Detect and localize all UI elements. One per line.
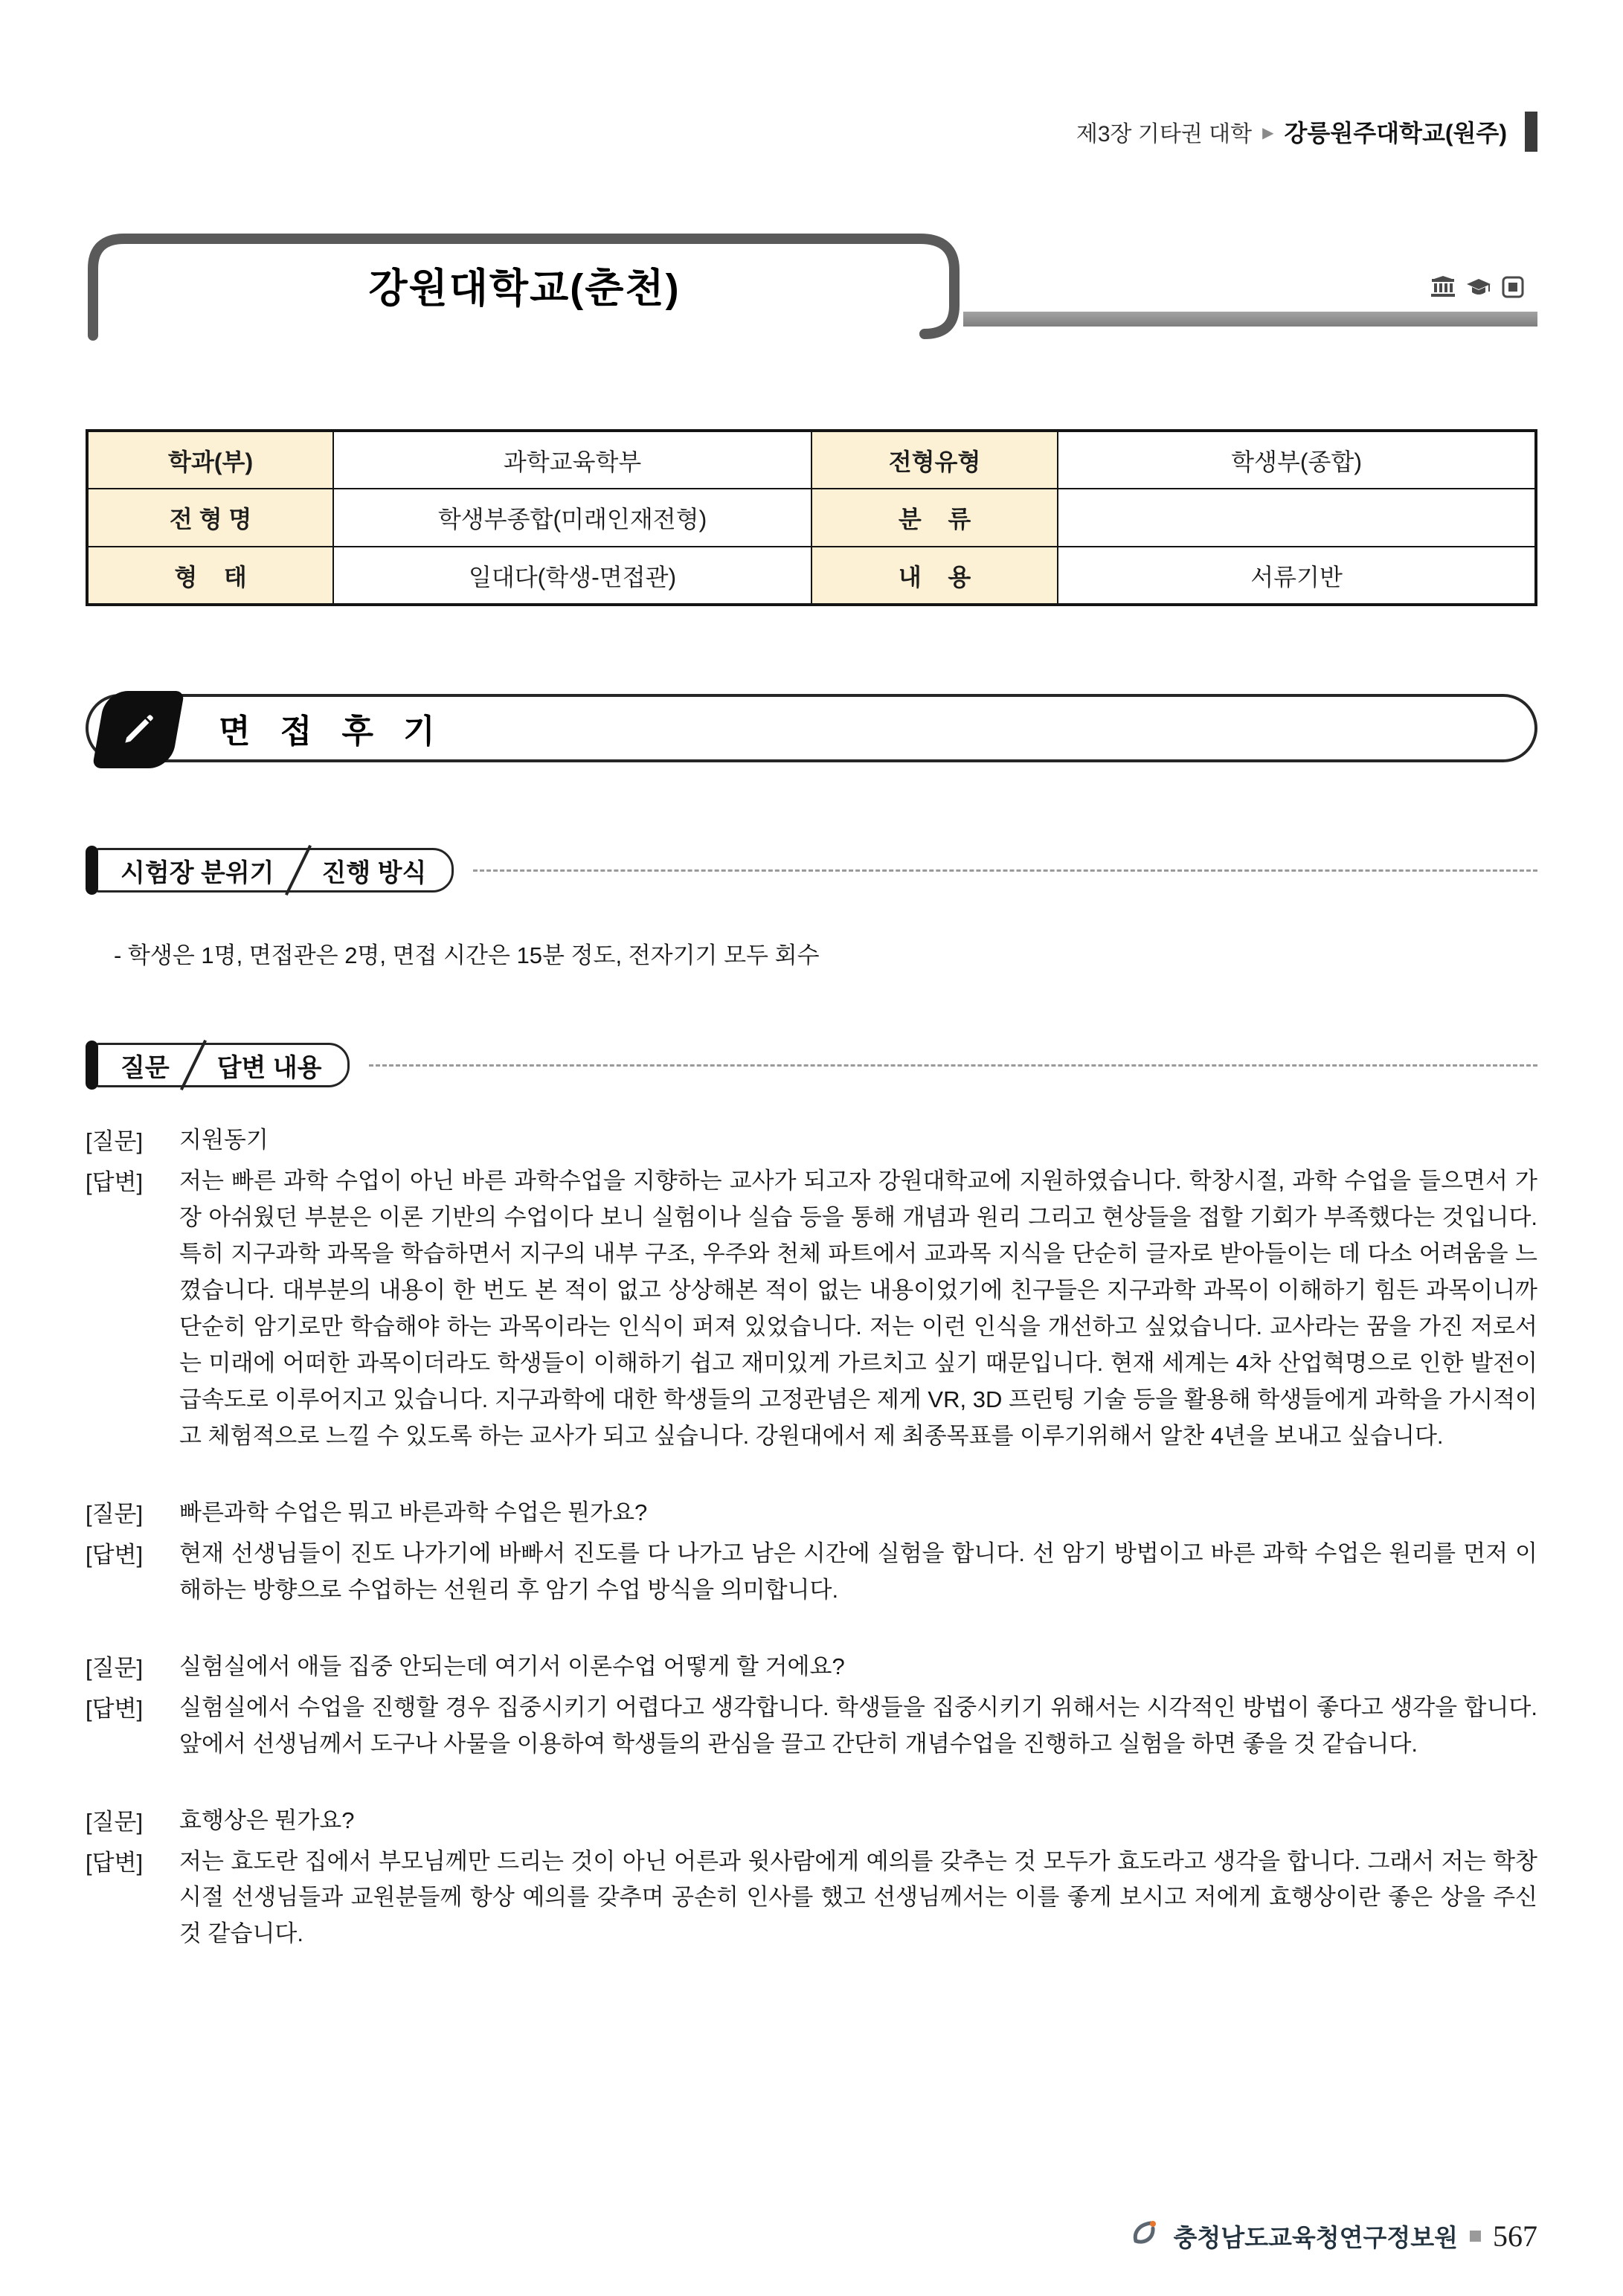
interview-review-section-header bbox=[86, 694, 1537, 762]
qa-list bbox=[86, 1122, 1537, 1952]
org-logo bbox=[1128, 2218, 1161, 2254]
page-title: 강원대학교(춘천) bbox=[368, 266, 681, 311]
subsection-qa bbox=[86, 1041, 1537, 1090]
subsection-label: 시험장 분위기 bbox=[120, 858, 274, 887]
answer-label: [답변] bbox=[86, 1695, 144, 1722]
subsection-labels bbox=[93, 848, 454, 893]
answer-label: [답변] bbox=[86, 1849, 144, 1876]
section-marker-bar bbox=[86, 846, 98, 895]
page-number: 567 bbox=[1493, 2219, 1537, 2253]
pencil-icon bbox=[120, 712, 156, 747]
page-footer bbox=[1128, 2218, 1537, 2254]
slash-divider bbox=[180, 1040, 207, 1090]
table-row bbox=[87, 547, 1536, 605]
question-row bbox=[86, 1122, 1537, 1159]
slash-divider bbox=[284, 845, 311, 895]
question-text: 실험실에서 애들 집중 안되는데 여기서 이론수업 어떻게 할 거에요? bbox=[179, 1653, 845, 1679]
question-row bbox=[86, 1803, 1537, 1839]
footer-square-bullet bbox=[1470, 2231, 1481, 2242]
answer-label: [답변] bbox=[86, 1168, 144, 1195]
table-header-cell: 분 류 bbox=[812, 489, 1058, 547]
table-header-cell: 학과(부) bbox=[87, 431, 333, 489]
table-value-cell: 일대다(학생-면접관) bbox=[333, 547, 812, 605]
table-row bbox=[87, 431, 1536, 489]
answer-row bbox=[86, 1163, 1537, 1455]
dashed-rule bbox=[369, 1064, 1537, 1067]
chapter-label: 제3장 기타권 대학 bbox=[1076, 122, 1253, 147]
table-header-cell: 내 용 bbox=[812, 547, 1058, 605]
qa-pair bbox=[86, 1649, 1537, 1763]
table-value-cell: 서류기반 bbox=[1058, 547, 1536, 605]
answer-label: [답변] bbox=[86, 1541, 144, 1568]
banner-gray-bar bbox=[963, 312, 1537, 327]
running-header bbox=[86, 112, 1537, 152]
edge-bar bbox=[1525, 112, 1537, 152]
question-row bbox=[86, 1495, 1537, 1531]
answer-text: 실험실에서 수업을 진행할 경우 집중시키기 어렵다고 생각합니다. 학생들을 집중시키기 위해서는 시각적인 방법이 좋다고 생각을 합니다. 앞에서 선생님께서 도구나 사물을 이용하여 학생들의 관심을 끌고 간단히 개념수업을 진행하고 실험을 하면 좋을 것 같습니다. bbox=[179, 1694, 1537, 1757]
question-label: [질문] bbox=[86, 1654, 144, 1681]
answer-row bbox=[86, 1844, 1537, 1953]
subsection-labels bbox=[93, 1043, 350, 1087]
answer-row bbox=[86, 1690, 1537, 1763]
section-title: 면 접 후 기 bbox=[219, 713, 446, 750]
qa-pair bbox=[86, 1803, 1537, 1953]
subsection-label: 진행 방식 bbox=[321, 858, 427, 887]
question-text: 효행상은 뭔가요? bbox=[179, 1807, 355, 1833]
answer-text: 저는 빠른 과학 수업이 아닌 바른 과학수업을 지향하는 교사가 되고자 강원대학교에 지원하였습니다. 학창시절, 과학 수업을 들으면서 가장 아쉬웠던 부분은 이론 기반의 수업이다 보니 실험이나 실습 등을 통해 개념과 원리 그리고 현상들을 접할 기회가 부족했다는 것입니다. 특히 지구과학 과목을 학습하면서 지구의 내부 구조, 우주와 천체 파트에서 교과목 지식을 단순히 글자로 받아들이는 데 다소 어려움을 느꼈습니다. 대부분의 내용이 한 번도 본 적이 없고 상상해본 적이 없는 내용이었기에 친구들은 지구과학 과목이 이해하기 힘든 과목이니까 단순히 암기로만 학습해야 하는 과목이라는 인식이 퍼져 있었습니다. 저는 이런 인식을 개선하고 싶었습니다. 교사라는 꿈을 가진 저로서는 미래에 어떠한 과목이더라도 학생들이 이해하기 쉽고 재미있게 가르치고 싶기 때문입니다. 현재 세계는 4차 산업혁명으로 인한 발전이 급속도로 이루어지고 있습니다. 지구과학에 대한 학생들의 고정관념은 제게 VR, 3D 프린팅 기술 등을 활용해 학생들에게 과학을 가시적이고 체험적으로 느낄 수 있도록 하는 교사가 되고 싶습니다. 강원대에서 제 최종목표를 이루기위해서 알찬 4년을 보내고 싶습니다. bbox=[179, 1167, 1537, 1449]
table-header-cell: 전 형 명 bbox=[87, 489, 333, 547]
subsection-label: 질문 bbox=[120, 1053, 170, 1082]
question-label: [질문] bbox=[86, 1808, 144, 1835]
table-header-cell: 전형유형 bbox=[812, 431, 1058, 489]
subsection-label: 답변 내용 bbox=[216, 1053, 322, 1082]
question-row bbox=[86, 1649, 1537, 1685]
qa-pair bbox=[86, 1495, 1537, 1609]
question-label: [질문] bbox=[86, 1128, 144, 1154]
arrow-icon: ▶ bbox=[1262, 124, 1274, 141]
answer-text: 현재 선생님들이 진도 나가기에 바빠서 진도를 다 나가고 남은 시간에 실험을 합니다. 선 암기 방법이고 바른 과학 수업은 원리를 먼저 이해하는 방향으로 수업하는 선원리 후 암기 수업 방식을 의미합니다. bbox=[179, 1540, 1537, 1603]
dashed-rule bbox=[473, 869, 1537, 872]
table-value-cell: 학생부(종합) bbox=[1058, 431, 1536, 489]
title-banner bbox=[86, 230, 1537, 349]
question-label: [질문] bbox=[86, 1500, 144, 1527]
school-label: 강릉원주대학교(원주) bbox=[1284, 120, 1507, 147]
atmosphere-note: - 학생은 1명, 면접관은 2명, 면접 시간은 15분 정도, 전자기기 모두 회수 bbox=[114, 942, 820, 968]
table-row bbox=[87, 489, 1536, 547]
badge-icon bbox=[1502, 276, 1524, 298]
admission-info-table bbox=[86, 429, 1537, 606]
pencil-badge bbox=[92, 691, 184, 768]
question-text: 빠른과학 수업은 뭐고 바른과학 수업은 뭔가요? bbox=[179, 1499, 648, 1525]
table-header-cell: 형 태 bbox=[87, 547, 333, 605]
qa-pair bbox=[86, 1122, 1537, 1455]
grad-cap-icon bbox=[1466, 276, 1491, 298]
section-marker-bar bbox=[86, 1041, 98, 1090]
banner-icons bbox=[1430, 276, 1524, 298]
table-value-cell bbox=[1058, 489, 1536, 547]
building-icon bbox=[1430, 276, 1456, 298]
question-text: 지원동기 bbox=[179, 1127, 269, 1153]
answer-text: 저는 효도란 집에서 부모님께만 드리는 것이 아닌 어른과 윗사람에게 예의를 갖추는 것 모두가 효도라고 생각을 합니다. 그래서 저는 학창시절 선생님들과 교원분들께 항상 예의를 갖추며 공손히 인사를 했고 선생님께서는 이를 좋게 보시고 저에게 효행상이란 좋은 상을 주신 것 같습니다. bbox=[179, 1848, 1537, 1947]
organization-name: 충청남도교육청연구정보원 bbox=[1173, 2224, 1458, 2251]
answer-row bbox=[86, 1536, 1537, 1609]
table-value-cell: 과학교육학부 bbox=[333, 431, 812, 489]
table-value-cell: 학생부종합(미래인재전형) bbox=[333, 489, 812, 547]
subsection-atmosphere bbox=[86, 846, 1537, 895]
